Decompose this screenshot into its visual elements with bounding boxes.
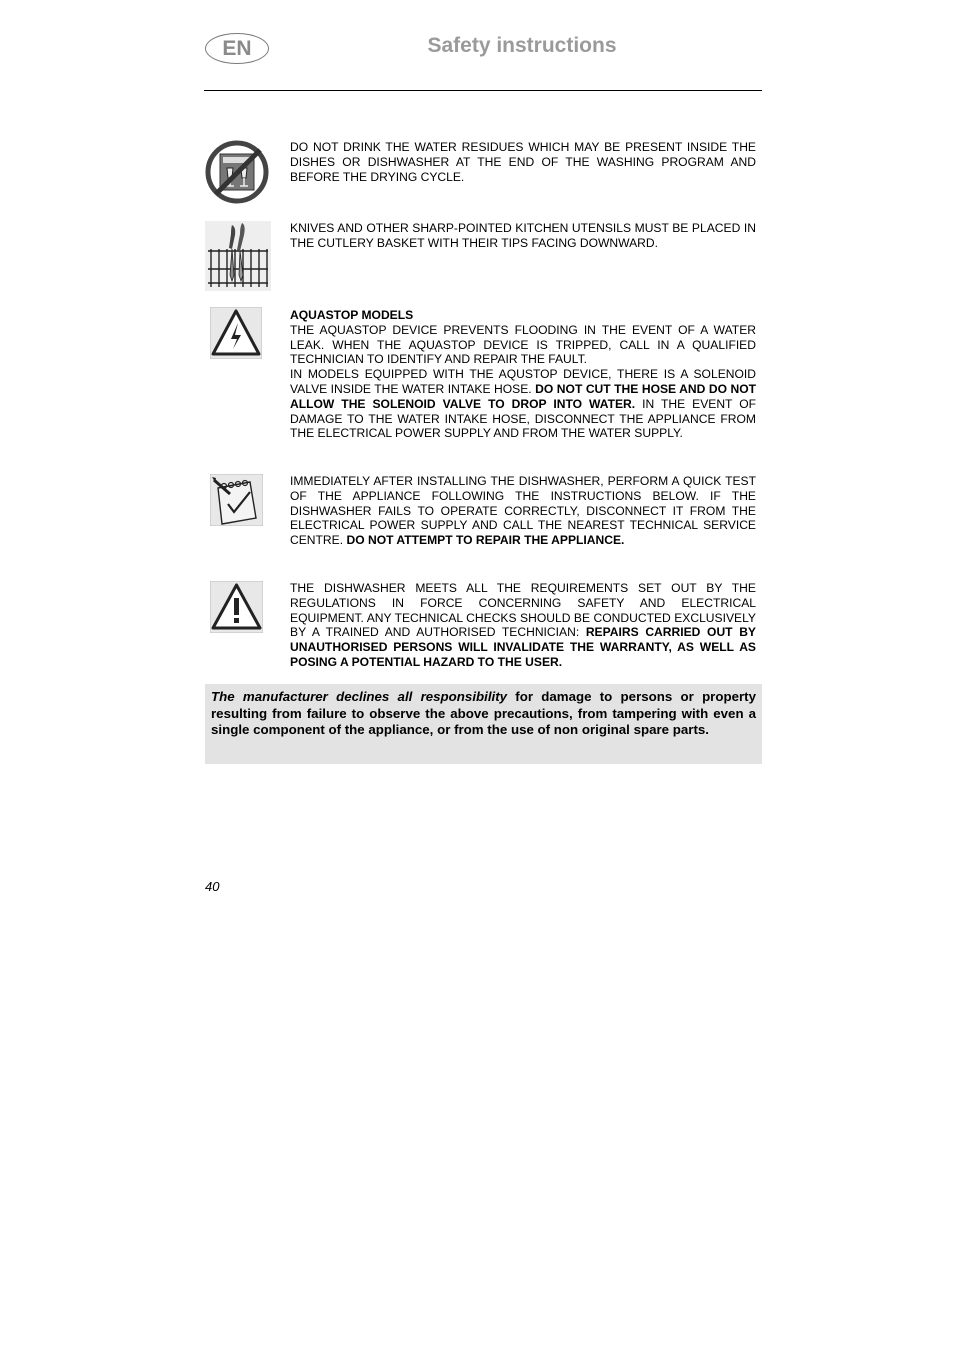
notice-text: for damage to persons or property resulting from failure to observe the above precautions, from tampering with even a single component of the appliance, or from the use of non original spare parts.: [211, 689, 756, 738]
page-title: Safety instructions: [427, 34, 617, 57]
section-regulations-text: THE DISHWASHER MEETS ALL THE REQUIREMENTS SET OUT BY THE REGULATIONS IN FORCE CONCERNING SAFETY AND ELECTRICAL EQUIPMENT. ANY TECHNICAL CHECKS SHOULD BE CONDUCTED EXCLUSIVELY BY A TRAINED AND AUTHORISED TECHNICIAN: REPAIRS CARRIED OUT BY UNAUTHORISED PERSONS WILL INVALIDATE THE WARRANTY, AS WELL AS POSING A POTENTIAL HAZARD TO THE USER.: [290, 581, 756, 669]
header-divider: [204, 90, 762, 91]
section-knives-text: KNIVES AND OTHER SHARP-POINTED KITCHEN UTENSILS MUST BE PLACED IN THE CUTLERY BASKET WITH THEIR TIPS FACING DOWNWARD.: [290, 221, 756, 250]
section-aquastop-text: [290, 308, 756, 441]
knives-in-basket-icon: [205, 221, 271, 291]
aquastop-paragraph-2: IN MODELS EQUIPPED WITH THE AQUSTOP DEVICE, THERE IS A SOLENOID VALVE INSIDE THE WATER INTAKE HOSE. DO NOT CUT THE HOSE AND DO NOT ALLOW THE SOLENOID VALVE TO DROP INTO WATER. IN THE EVENT OF DAMAGE TO THE WATER INTAKE HOSE, DISCONNECT THE APPLIANCE FROM THE ELECTRICAL POWER SUPPLY AND FROM THE WATER SUPPLY.: [290, 367, 756, 441]
language-badge: EN: [205, 33, 269, 64]
warning-exclamation-icon: [210, 581, 263, 633]
aquastop-paragraph-1: THE AQUASTOP DEVICE PREVENTS FLOODING IN THE EVENT OF A WATER LEAK. WHEN THE AQUASTOP DEVICE IS TRIPPED, CALL IN A QUALIFIED TECHNICIAN TO IDENTIFY AND REPAIR THE FAULT.: [290, 322, 756, 367]
no-drinking-water-icon: [204, 140, 270, 206]
page-number: 40: [205, 879, 220, 894]
notice-italic-lead: The manufacturer declines all responsibility: [211, 689, 508, 704]
aquastop-heading: AQUASTOP MODELS: [290, 308, 414, 322]
manufacturer-liability-notice: [205, 684, 762, 764]
checklist-notepad-icon: [210, 474, 263, 526]
section-quick-test-text: IMMEDIATELY AFTER INSTALLING THE DISHWASHER, PERFORM A QUICK TEST OF THE APPLIANCE FOLLOWING THE INSTRUCTIONS BELOW. IF THE DISHWASHER FAILS TO OPERATE CORRECTLY, DISCONNECT IT FROM THE ELECTRICAL POWER SUPPLY AND CALL THE NEAREST TECHNICAL SERVICE CENTRE. DO NOT ATTEMPT TO REPAIR THE APPLIANCE.: [290, 474, 756, 548]
section-no-drinking-text: DO NOT DRINK THE WATER RESIDUES WHICH MAY BE PRESENT INSIDE THE DISHES OR DISHWASHER AT THE END OF THE WASHING PROGRAM AND BEFORE THE DRYING CYCLE.: [290, 140, 756, 184]
electrical-hazard-icon: [210, 307, 262, 359]
